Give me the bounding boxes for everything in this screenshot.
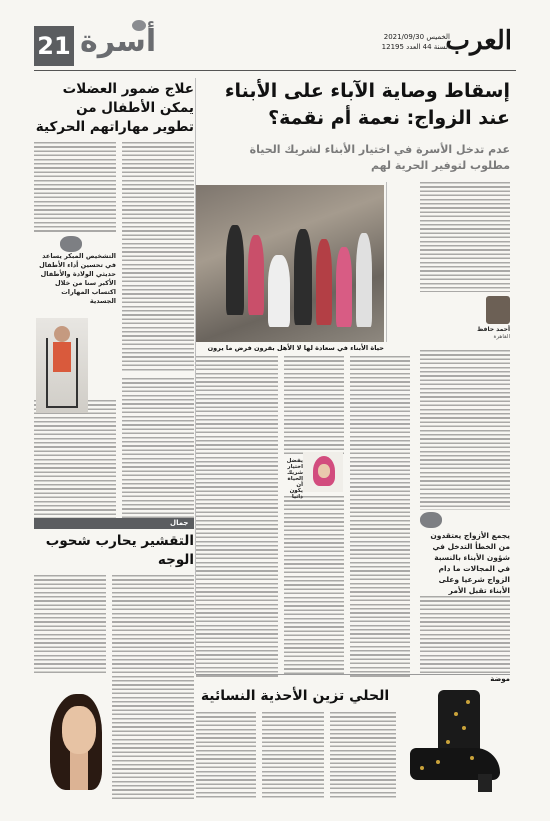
beauty-section-label: جمال <box>170 519 189 527</box>
woman-photo <box>36 680 106 798</box>
boot-stud <box>454 712 458 716</box>
inset-face <box>318 464 330 478</box>
article-column <box>284 496 344 676</box>
boot-stud <box>470 756 474 760</box>
page-number: 21 <box>34 26 74 66</box>
article-column <box>196 712 256 800</box>
article-column <box>420 596 510 674</box>
inset-caption: يفضل اختيار شريك الحياة أن يكون ذاتيا <box>286 458 303 500</box>
article-column <box>262 712 324 800</box>
article-column <box>284 356 344 456</box>
dateline <box>382 32 450 52</box>
photo-figure <box>248 235 264 315</box>
woman-face <box>62 706 96 754</box>
photo-figure <box>268 255 290 327</box>
boot-heel <box>478 774 492 792</box>
article-column <box>34 142 116 234</box>
quote-mark-icon <box>420 512 442 528</box>
top-rule <box>34 70 516 71</box>
main-quote: يجمع الأزواج يعتقدون من الخطأ التدخل في شؤون الأبناء بالنسبة في المجالات ما دام الزواج شرعيا وعلى الأبناء تقبل الأمر <box>430 531 510 595</box>
article-column <box>350 356 410 678</box>
newspaper-logo: العرب <box>445 26 512 56</box>
fashion-section-label: موضة <box>490 675 510 683</box>
photo-figure <box>226 225 244 315</box>
beauty-headline: التقشير يحارب شحوب الوجه <box>45 533 194 568</box>
issue-line: السنة 44 العدد 12195 <box>381 43 450 51</box>
author-photo <box>486 296 510 324</box>
section-title: أسرة <box>80 24 157 59</box>
quote-mark-icon <box>60 236 82 252</box>
article-column <box>122 142 194 372</box>
author-name: أحمد حافظ <box>477 326 510 333</box>
boot-stud <box>462 726 466 730</box>
photo-figure <box>316 239 332 325</box>
boot-stud <box>436 760 440 764</box>
woman-neck <box>70 750 88 790</box>
column-divider <box>386 182 387 342</box>
main-subheadline: عدم تدخل الأسرة في اختيار الأبناء لشريك الحياة مطلوب لتوفير الحرية لهم <box>249 143 510 172</box>
article-column <box>420 182 510 292</box>
photo-caption: حياة الأبناء في سعادة لها لا الأهل بقرون فرض ما يرون <box>207 344 384 352</box>
article-column <box>330 712 396 800</box>
family-photo <box>196 185 384 342</box>
photo-figure <box>294 229 312 325</box>
fashion-headline: الحلي تزين الأحذية النسائية <box>200 688 390 704</box>
article-column <box>112 575 194 800</box>
author-box <box>458 296 510 324</box>
main-headline: إسقاط وصاية الآباء على الأبناء عند الزواج: نعمة أم نقمة؟ <box>224 80 510 129</box>
section-rule <box>196 674 510 675</box>
date-line: الخميس 2021/09/30 <box>383 33 450 41</box>
boot-stud <box>446 740 450 744</box>
left-headline: علاج ضمور العضلات يمكن الأطفال من تطوير مهاراتهم الحركية <box>35 81 194 135</box>
inset-photo <box>303 452 343 492</box>
child-body <box>53 342 71 372</box>
boot-photo <box>398 686 510 798</box>
boot-stud <box>420 766 424 770</box>
author-city: القاهرة <box>493 334 510 340</box>
left-quote: التشخيص المبكر يساعد في تحسين أداء الأطفال حديثي الولادة والأطفال الأكبر سنا من خلال اكتساب المهارات الجسدية <box>39 252 116 305</box>
article-column <box>122 378 194 518</box>
column-divider <box>195 78 196 674</box>
boot-stud <box>466 700 470 704</box>
article-column <box>34 575 106 675</box>
photo-figure <box>336 247 352 327</box>
child-head <box>54 326 70 342</box>
article-column <box>34 400 116 518</box>
photo-figure <box>356 233 372 327</box>
article-column <box>420 350 510 510</box>
article-column <box>196 356 278 678</box>
child-photo <box>36 318 88 413</box>
